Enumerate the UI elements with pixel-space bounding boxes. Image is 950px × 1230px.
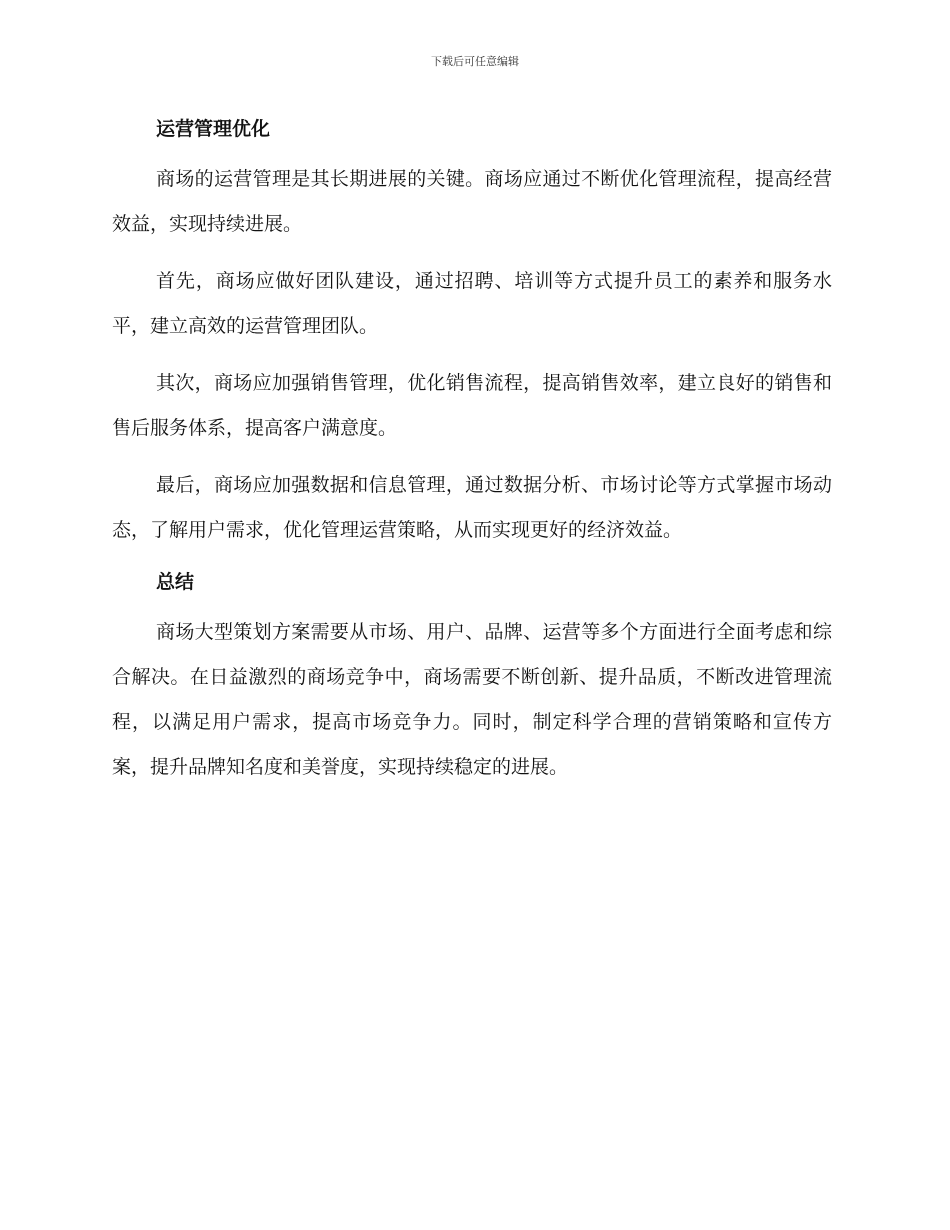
section-operations xyxy=(112,112,832,553)
header-note: 下载后可任意编辑 xyxy=(431,55,519,68)
section-summary xyxy=(112,565,832,790)
body-paragraph: 商场的运营管理是其长期进展的关键。商场应通过不断优化管理流程，提高经营效益，实现持续进展。 xyxy=(112,168,832,235)
section-heading: 运营管理优化 xyxy=(156,118,271,140)
document-body xyxy=(112,112,832,802)
body-paragraph: 商场大型策划方案需要从市场、用户、品牌、运营等多个方面进行全面考虑和综合解决。在日益激烈的商场竞争中，商场需要不断创新、提升品质，不断改进管理流程，以满足用户需求，提高市场竞争力。同时，制定科学合理的营销策略和宣传方案，提升品牌知名度和美誉度，实现持续稳定的进展。 xyxy=(112,621,832,778)
body-paragraph: 最后，商场应加强数据和信息管理，通过数据分析、市场讨论等方式掌握市场动态，了解用户需求，优化管理运营策略，从而实现更好的经济效益。 xyxy=(112,474,832,541)
body-paragraph: 首先，商场应做好团队建设，通过招聘、培训等方式提升员工的素养和服务水平，建立高效的运营管理团队。 xyxy=(112,270,832,337)
body-paragraph: 其次，商场应加强销售管理，优化销售流程，提高销售效率，建立良好的销售和售后服务体系，提高客户满意度。 xyxy=(112,372,832,439)
section-heading: 总结 xyxy=(156,571,195,593)
